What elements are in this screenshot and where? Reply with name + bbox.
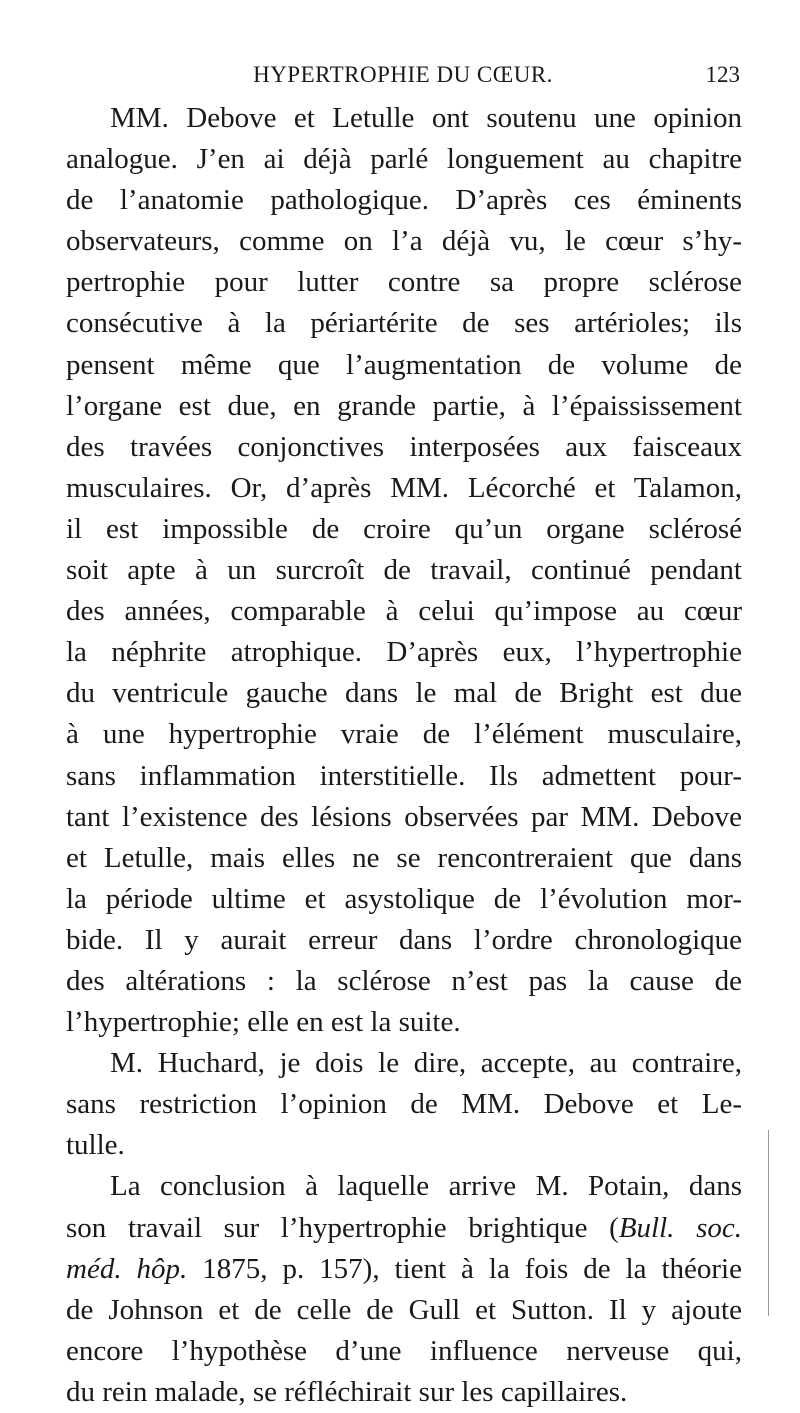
text-line: encore l’hypothèse d’une influence nerveuse qui,: [66, 1334, 742, 1367]
citation-journal: méd. hôp.: [66, 1252, 188, 1285]
text-line: du ventricule gauche dans le mal de Bright est due: [66, 677, 742, 710]
text-line: MM. Debove et Letulle ont soutenu une opinion: [110, 102, 742, 134]
text-line: la période ultime et asystolique de l’évolution mor-: [66, 882, 742, 915]
text-line: l’hypertrophie; elle en est la suite.: [66, 1006, 461, 1039]
running-head: [66, 62, 740, 92]
text-line: pertrophie pour lutter contre sa propre sclérose: [66, 266, 742, 299]
paragraph-debove-letulle: [66, 98, 742, 1043]
paragraph-potain: [66, 1166, 742, 1413]
text-line: sans restriction l’opinion de MM. Debove et Le-: [66, 1088, 742, 1121]
text-line: et Letulle, mais elles ne se rencontreraient que dans: [66, 841, 742, 874]
text-line-with-citation: [66, 1249, 742, 1290]
text-line: de l’anatomie pathologique. D’après ces éminents: [66, 184, 742, 217]
margin-rule: [768, 1130, 769, 1316]
text-line: soit apte à un surcroît de travail, continué pendant: [66, 554, 742, 587]
text-line: l’organe est due, en grande partie, à l’épaississement: [66, 389, 742, 422]
text-line: musculaires. Or, d’après MM. Lécorché et Talamon,: [66, 471, 742, 504]
paragraph-huchard: [66, 1043, 742, 1166]
page-number: 123: [705, 62, 740, 87]
text-line: pensent même que l’augmentation de volume de: [66, 348, 742, 381]
text-line: bide. Il y aurait erreur dans l’ordre chronologique: [66, 923, 742, 956]
text-line: observateurs, comme on l’a déjà vu, le cœur s’hy-: [66, 225, 742, 258]
text-line: sans inflammation interstitielle. Ils admettent pour-: [66, 759, 742, 792]
text-line: tulle.: [66, 1129, 125, 1162]
text-line: analogue. J’en ai déjà parlé longuement au chapitre: [66, 143, 742, 176]
text-line: de Johnson et de celle de Gull et Sutton. Il y ajoute: [66, 1293, 742, 1326]
body-text: [66, 98, 742, 1413]
text-line: il est impossible de croire qu’un organe sclérosé: [66, 512, 742, 545]
text-line: des altérations : la sclérose n’est pas la cause de: [66, 964, 742, 997]
text-fragment: 1875, p. 157), tient à la fois de la théorie: [187, 1252, 742, 1285]
text-line: La conclusion à laquelle arrive M. Potain, dans: [110, 1170, 742, 1203]
text-line: des travées conjonctives interposées aux faisceaux: [66, 430, 742, 463]
text-line: à une hypertrophie vraie de l’élément musculaire,: [66, 718, 742, 751]
text-line: des années, comparable à celui qu’impose au cœur: [66, 595, 742, 628]
running-title: HYPERTROPHIE DU CŒUR.: [253, 62, 553, 87]
text-fragment: son travail sur l’hypertrophie brightique (: [66, 1211, 619, 1244]
text-line: du rein malade, se réfléchirait sur les capillaires.: [66, 1375, 628, 1408]
text-line: consécutive à la périartérite de ses artérioles; ils: [66, 307, 742, 340]
text-line-with-citation: [66, 1208, 742, 1249]
text-line: tant l’existence des lésions observées par MM. Debove: [66, 800, 742, 833]
citation-journal: Bull. soc.: [618, 1211, 742, 1244]
text-line: M. Huchard, je dois le dire, accepte, au contraire,: [110, 1047, 742, 1080]
text-line: la néphrite atrophique. D’après eux, l’hypertrophie: [66, 636, 742, 669]
